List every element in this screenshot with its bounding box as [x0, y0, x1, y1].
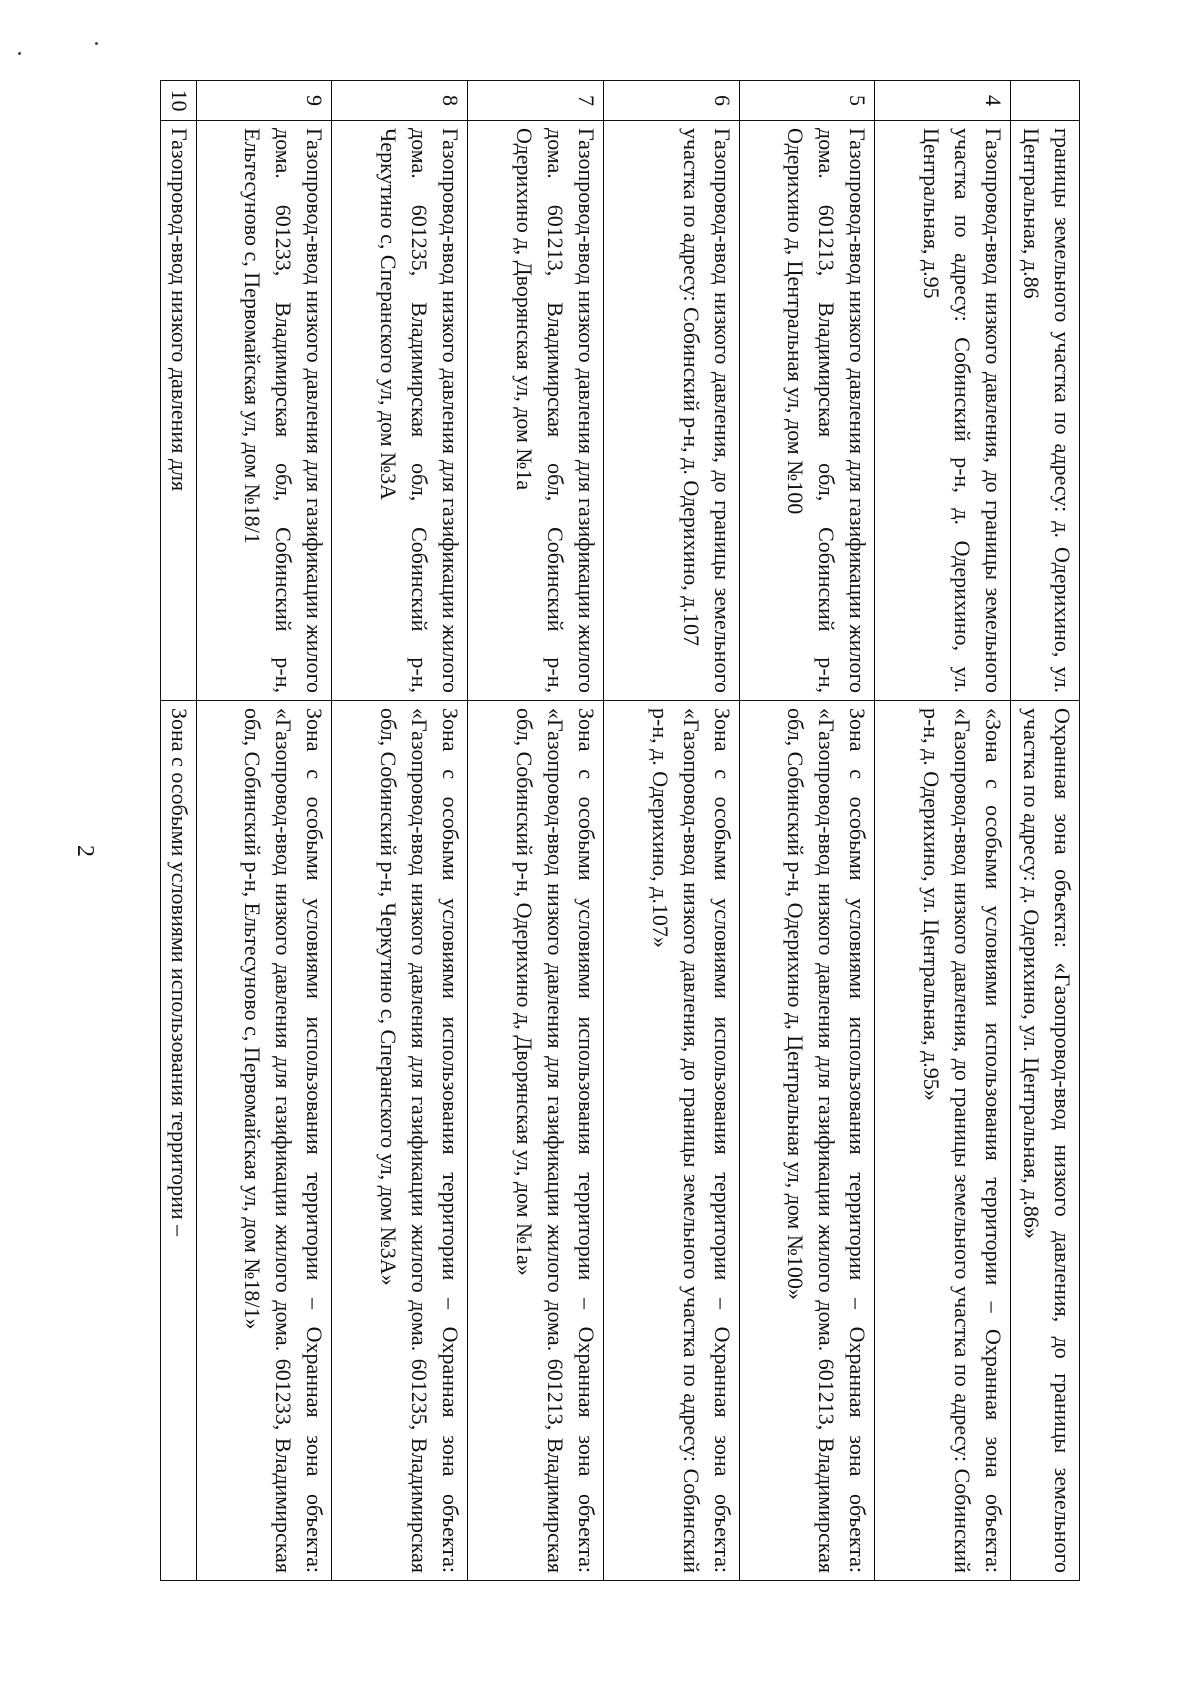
- zone-description: Охранная зона объекта: «Газопровод-ввод низкого давления, до границы земельного участка по адресу: д. Одерихино, ул. Центральная, д.86»: [1011, 701, 1080, 1581]
- table-row: [196, 81, 332, 1581]
- table-row: [739, 81, 875, 1581]
- table-row: [332, 81, 468, 1581]
- zone-description: Зона с особыми условиями использования территории – Охранная зона объекта: «Газопровод-ввод низкого давления, до границы земельного участка по адресу: Собинский р-н, д. Одерихино, д.107»: [603, 701, 739, 1581]
- zone-description: Зона с особыми условиями использования территории – Охранная зона объекта: «Газопровод-ввод низкого давления для газификации жилого дома. 601213, Владимирская обл, Собинский р-н, Одерихино д, Центральная ул, дом №100»: [739, 701, 875, 1581]
- table-row: [161, 81, 197, 1581]
- object-name: Газопровод-ввод низкого давления для газификации жилого дома. 601213, Владимирская обл, Собинский р-н, Одерихино д, Дворянская ул, дом №1а: [468, 121, 604, 701]
- zone-description: Зона с особыми условиями использования территории – Охранная зона объекта: «Газопровод-ввод низкого давления для газификации жилого дома. 601235, Владимирская обл, Собинский р-н, Черкутино с, Сперанского ул, дом №3А»: [332, 701, 468, 1581]
- row-number: [1011, 81, 1080, 121]
- table-row: [603, 81, 739, 1581]
- rotated-page-content: [160, 80, 1080, 1580]
- object-name: Газопровод-ввод низкого давления для газификации жилого дома. 601233, Владимирская обл, Собинский р-н, Ельтесуново с, Первомайская ул, дом №18/1: [196, 121, 332, 701]
- row-number: 7: [468, 81, 604, 121]
- zones-table: [160, 80, 1080, 1581]
- object-name: границы земельного участка по адресу: д. Одерихино, ул. Центральная, д.86: [1011, 121, 1080, 701]
- object-name: Газопровод-ввод низкого давления, до границы земельного участка по адресу: Собинский р-н, д. Одерихино, ул. Центральная, д.95: [875, 121, 1011, 701]
- object-name: Газопровод-ввод низкого давления для газификации жилого дома. 601235, Владимирская обл, Собинский р-н, Черкутино с, Сперанского ул, дом №3А: [332, 121, 468, 701]
- table-row: [468, 81, 604, 1581]
- row-number: 6: [603, 81, 739, 121]
- zone-description: Зона с особыми условиями использования территории – Охранная зона объекта: «Газопровод-ввод низкого давления для газификации жилого дома. 601213, Владимирская обл, Собинский р-н, Одерихино д, Дворянская ул, дом №1а»: [468, 701, 604, 1581]
- row-number: 5: [739, 81, 875, 121]
- table-row: [1011, 81, 1080, 1581]
- zone-description: «Зона с особыми условиями использования территории – Охранная зона объекта: «Газопровод-ввод низкого давления, до границы земельного участка по адресу: Собинский р-н, д. Одерихино, ул. Центральная, д.95»: [875, 701, 1011, 1581]
- row-number: 9: [196, 81, 332, 121]
- object-name: Газопровод-ввод низкого давления, до границы земельного участка по адресу: Собинский р-н, д. Одерихино, д.107: [603, 121, 739, 701]
- zone-description: Зона с особыми условиями использования территории –: [161, 701, 197, 1581]
- object-name: Газопровод-ввод низкого давления для газификации жилого дома. 601213, Владимирская обл, Собинский р-н, Одерихино д, Центральная ул, дом №100: [739, 121, 875, 701]
- row-number: 4: [875, 81, 1011, 121]
- table-row: [875, 81, 1011, 1581]
- object-name: Газопровод-ввод низкого давления для: [161, 121, 197, 701]
- row-number: 10: [161, 81, 197, 121]
- row-number: 8: [332, 81, 468, 121]
- zone-description: Зона с особыми условиями использования территории – Охранная зона объекта: «Газопровод-ввод низкого давления для газификации жилого дома. 601233, Владимирская обл, Собинский р-н, Ельтесуново с, Первомайская ул, дом №18/1»: [196, 701, 332, 1581]
- page-number: 2: [72, 845, 98, 857]
